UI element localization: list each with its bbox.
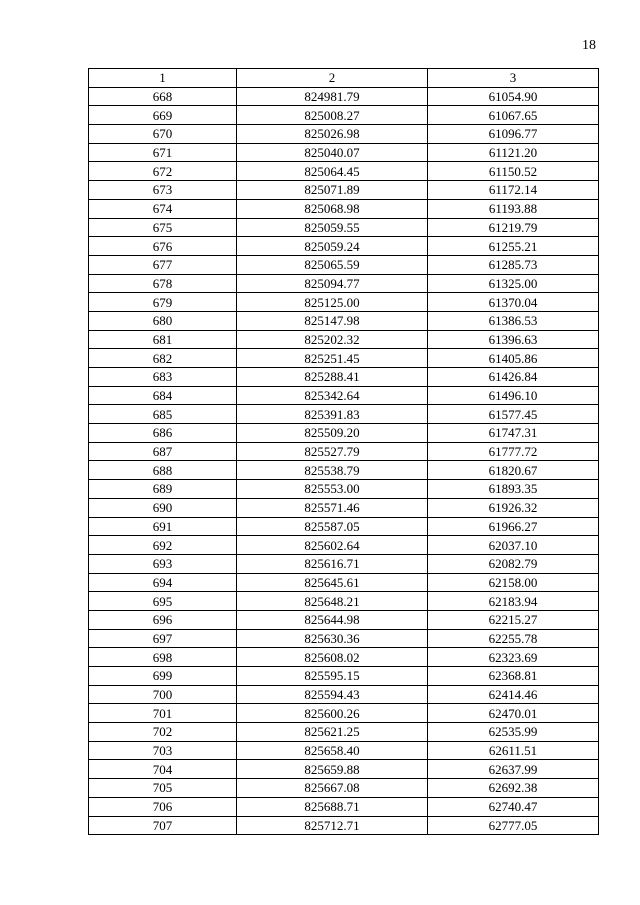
table-row	[89, 461, 599, 480]
table-row	[89, 255, 599, 274]
column-header-3: 3	[428, 69, 599, 88]
table-row	[89, 293, 599, 312]
point-number-cell: 690	[89, 498, 237, 517]
x-coordinate-cell: 825064.45	[237, 162, 428, 181]
point-number-cell: 680	[89, 311, 237, 330]
x-coordinate-cell: 825630.36	[237, 629, 428, 648]
point-number-cell: 700	[89, 685, 237, 704]
y-coordinate-cell: 61172.14	[428, 181, 599, 200]
y-coordinate-cell: 61820.67	[428, 461, 599, 480]
y-coordinate-cell: 62215.27	[428, 610, 599, 629]
x-coordinate-cell: 825147.98	[237, 311, 428, 330]
x-coordinate-cell: 825645.61	[237, 573, 428, 592]
table-row	[89, 554, 599, 573]
y-coordinate-cell: 61396.63	[428, 330, 599, 349]
y-coordinate-cell: 62414.46	[428, 685, 599, 704]
x-coordinate-cell: 825602.64	[237, 536, 428, 555]
table-row	[89, 779, 599, 798]
point-number-cell: 679	[89, 293, 237, 312]
point-number-cell: 703	[89, 741, 237, 760]
x-coordinate-cell: 825125.00	[237, 293, 428, 312]
y-coordinate-cell: 61193.88	[428, 199, 599, 218]
table-row	[89, 424, 599, 443]
table-row	[89, 704, 599, 723]
table-row	[89, 330, 599, 349]
x-coordinate-cell: 825094.77	[237, 274, 428, 293]
table-row	[89, 517, 599, 536]
y-coordinate-cell: 62255.78	[428, 629, 599, 648]
point-number-cell: 674	[89, 199, 237, 218]
point-number-cell: 689	[89, 480, 237, 499]
point-number-cell: 698	[89, 648, 237, 667]
point-number-cell: 697	[89, 629, 237, 648]
x-coordinate-cell: 825538.79	[237, 461, 428, 480]
point-number-cell: 691	[89, 517, 237, 536]
point-number-cell: 673	[89, 181, 237, 200]
x-coordinate-cell: 825071.89	[237, 181, 428, 200]
table-row	[89, 723, 599, 742]
point-number-cell: 704	[89, 760, 237, 779]
point-number-cell: 677	[89, 255, 237, 274]
point-number-cell: 686	[89, 424, 237, 443]
x-coordinate-cell: 825288.41	[237, 368, 428, 387]
y-coordinate-cell: 62470.01	[428, 704, 599, 723]
point-number-cell: 685	[89, 405, 237, 424]
table-row	[89, 592, 599, 611]
column-header-1: 1	[89, 69, 237, 88]
point-number-cell: 669	[89, 106, 237, 125]
x-coordinate-cell: 825202.32	[237, 330, 428, 349]
y-coordinate-cell: 62777.05	[428, 816, 599, 835]
y-coordinate-cell: 61121.20	[428, 143, 599, 162]
table-row	[89, 536, 599, 555]
y-coordinate-cell: 61893.35	[428, 480, 599, 499]
x-coordinate-cell: 825527.79	[237, 442, 428, 461]
x-coordinate-cell: 825667.08	[237, 779, 428, 798]
x-coordinate-cell: 825616.71	[237, 554, 428, 573]
x-coordinate-cell: 824981.79	[237, 87, 428, 106]
x-coordinate-cell: 825595.15	[237, 667, 428, 686]
point-number-cell: 692	[89, 536, 237, 555]
table-row	[89, 218, 599, 237]
table-row	[89, 311, 599, 330]
point-number-cell: 672	[89, 162, 237, 181]
x-coordinate-cell: 825659.88	[237, 760, 428, 779]
table-row	[89, 125, 599, 144]
table-row	[89, 274, 599, 293]
table-row	[89, 741, 599, 760]
table-row	[89, 405, 599, 424]
x-coordinate-cell: 825621.25	[237, 723, 428, 742]
table-row	[89, 498, 599, 517]
point-number-cell: 682	[89, 349, 237, 368]
table-row	[89, 685, 599, 704]
table-row	[89, 667, 599, 686]
y-coordinate-cell: 61386.53	[428, 311, 599, 330]
table-row	[89, 349, 599, 368]
x-coordinate-cell: 825008.27	[237, 106, 428, 125]
table-row	[89, 386, 599, 405]
table-row	[89, 143, 599, 162]
x-coordinate-cell: 825391.83	[237, 405, 428, 424]
table-row	[89, 480, 599, 499]
x-coordinate-cell: 825644.98	[237, 610, 428, 629]
y-coordinate-cell: 61219.79	[428, 218, 599, 237]
point-number-cell: 694	[89, 573, 237, 592]
y-coordinate-cell: 61966.27	[428, 517, 599, 536]
y-coordinate-cell: 61777.72	[428, 442, 599, 461]
x-coordinate-cell: 825026.98	[237, 125, 428, 144]
column-header-2: 2	[237, 69, 428, 88]
point-number-cell: 678	[89, 274, 237, 293]
table-row	[89, 199, 599, 218]
point-number-cell: 676	[89, 237, 237, 256]
table-header-row	[89, 69, 599, 88]
y-coordinate-cell: 61285.73	[428, 255, 599, 274]
table-row	[89, 573, 599, 592]
table-row	[89, 162, 599, 181]
table-row	[89, 181, 599, 200]
y-coordinate-cell: 62692.38	[428, 779, 599, 798]
x-coordinate-cell: 825040.07	[237, 143, 428, 162]
point-number-cell: 693	[89, 554, 237, 573]
point-number-cell: 683	[89, 368, 237, 387]
y-coordinate-cell: 61370.04	[428, 293, 599, 312]
x-coordinate-cell: 825068.98	[237, 199, 428, 218]
y-coordinate-cell: 61426.84	[428, 368, 599, 387]
point-number-cell: 671	[89, 143, 237, 162]
x-coordinate-cell: 825587.05	[237, 517, 428, 536]
x-coordinate-cell: 825658.40	[237, 741, 428, 760]
y-coordinate-cell: 62611.51	[428, 741, 599, 760]
y-coordinate-cell: 61096.77	[428, 125, 599, 144]
x-coordinate-cell: 825251.45	[237, 349, 428, 368]
x-coordinate-cell: 825600.26	[237, 704, 428, 723]
coordinates-table	[88, 68, 599, 835]
table-row	[89, 760, 599, 779]
page-number: 18	[582, 38, 596, 53]
y-coordinate-cell: 62637.99	[428, 760, 599, 779]
x-coordinate-cell: 825553.00	[237, 480, 428, 499]
y-coordinate-cell: 62535.99	[428, 723, 599, 742]
table-row	[89, 442, 599, 461]
point-number-cell: 706	[89, 797, 237, 816]
y-coordinate-cell: 61054.90	[428, 87, 599, 106]
table-row	[89, 610, 599, 629]
x-coordinate-cell: 825608.02	[237, 648, 428, 667]
point-number-cell: 702	[89, 723, 237, 742]
x-coordinate-cell: 825688.71	[237, 797, 428, 816]
x-coordinate-cell: 825571.46	[237, 498, 428, 517]
point-number-cell: 699	[89, 667, 237, 686]
y-coordinate-cell: 62158.00	[428, 573, 599, 592]
y-coordinate-cell: 61496.10	[428, 386, 599, 405]
y-coordinate-cell: 62037.10	[428, 536, 599, 555]
y-coordinate-cell: 61255.21	[428, 237, 599, 256]
y-coordinate-cell: 62368.81	[428, 667, 599, 686]
x-coordinate-cell: 825059.24	[237, 237, 428, 256]
point-number-cell: 668	[89, 87, 237, 106]
point-number-cell: 705	[89, 779, 237, 798]
y-coordinate-cell: 62183.94	[428, 592, 599, 611]
point-number-cell: 681	[89, 330, 237, 349]
x-coordinate-cell: 825594.43	[237, 685, 428, 704]
point-number-cell: 688	[89, 461, 237, 480]
y-coordinate-cell: 61067.65	[428, 106, 599, 125]
table-row	[89, 87, 599, 106]
y-coordinate-cell: 61150.52	[428, 162, 599, 181]
point-number-cell: 670	[89, 125, 237, 144]
table-row	[89, 648, 599, 667]
table-row	[89, 368, 599, 387]
point-number-cell: 687	[89, 442, 237, 461]
x-coordinate-cell: 825065.59	[237, 255, 428, 274]
x-coordinate-cell: 825648.21	[237, 592, 428, 611]
y-coordinate-cell: 61325.00	[428, 274, 599, 293]
point-number-cell: 707	[89, 816, 237, 835]
y-coordinate-cell: 61926.32	[428, 498, 599, 517]
x-coordinate-cell: 825059.55	[237, 218, 428, 237]
point-number-cell: 684	[89, 386, 237, 405]
table-row	[89, 237, 599, 256]
y-coordinate-cell: 62740.47	[428, 797, 599, 816]
y-coordinate-cell: 61577.45	[428, 405, 599, 424]
y-coordinate-cell: 62082.79	[428, 554, 599, 573]
y-coordinate-cell: 61405.86	[428, 349, 599, 368]
point-number-cell: 701	[89, 704, 237, 723]
table-row	[89, 816, 599, 835]
y-coordinate-cell: 61747.31	[428, 424, 599, 443]
table-row	[89, 629, 599, 648]
table-row	[89, 106, 599, 125]
x-coordinate-cell: 825712.71	[237, 816, 428, 835]
x-coordinate-cell: 825342.64	[237, 386, 428, 405]
point-number-cell: 696	[89, 610, 237, 629]
point-number-cell: 675	[89, 218, 237, 237]
table-row	[89, 797, 599, 816]
point-number-cell: 695	[89, 592, 237, 611]
table-body	[89, 87, 599, 835]
x-coordinate-cell: 825509.20	[237, 424, 428, 443]
y-coordinate-cell: 62323.69	[428, 648, 599, 667]
